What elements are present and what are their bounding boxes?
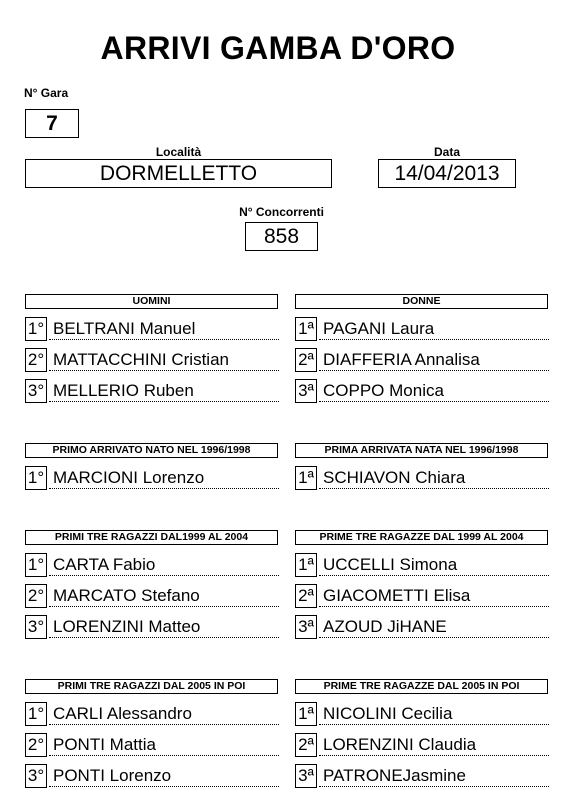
section-header: PRIME TRE RAGAZZE DAL 2005 IN POI [295, 679, 548, 694]
athlete-name: CARLI Alessandro [53, 704, 192, 723]
position-box: 2ª [295, 348, 317, 372]
position-box: 1ª [295, 702, 317, 726]
athlete-name: MELLERIO Ruben [53, 381, 194, 400]
position-box: 3° [25, 615, 47, 639]
localita-label: Località [155, 145, 202, 159]
position-box: 1ª [295, 317, 317, 341]
position-box: 2° [25, 733, 47, 757]
position-box: 1ª [295, 553, 317, 577]
athlete-name: CARTA Fabio [53, 555, 156, 574]
position-box: 2° [25, 584, 47, 608]
localita-value: DORMELLETTO [25, 159, 332, 188]
concorrenti-value: 858 [245, 222, 318, 251]
result-row [25, 615, 279, 641]
position-box: 3ª [295, 379, 317, 403]
position-box: 1° [25, 702, 47, 726]
position-box: 2ª [295, 584, 317, 608]
athlete-name: PATRONEJasmine [323, 766, 466, 785]
position-box: 2° [25, 348, 47, 372]
athlete-name: SCHIAVON Chiara [323, 468, 466, 487]
athlete-name: COPPO Monica [323, 381, 444, 400]
result-row [295, 615, 549, 641]
result-row [295, 764, 549, 790]
result-row [295, 466, 549, 492]
result-row [295, 317, 549, 343]
result-row [25, 466, 279, 492]
result-row [25, 733, 279, 759]
section-header: UOMINI [25, 294, 278, 309]
section-header: PRIME TRE RAGAZZE DAL 1999 AL 2004 [295, 530, 548, 545]
position-box: 3° [25, 379, 47, 403]
result-row [25, 584, 279, 610]
result-row [25, 379, 279, 405]
position-box: 3° [25, 764, 47, 788]
result-row [295, 348, 549, 374]
result-row [295, 702, 549, 728]
athlete-name: LORENZINI Claudia [323, 735, 477, 754]
athlete-name: DIAFFERIA Annalisa [323, 350, 480, 369]
athlete-name: LORENZINI Matteo [53, 617, 201, 636]
athlete-name: AZOUD JiHANE [323, 617, 447, 636]
athlete-name: MATTACCHINI Cristian [53, 350, 229, 369]
gara-number: 7 [25, 109, 79, 138]
position-box: 3ª [295, 615, 317, 639]
result-row [25, 764, 279, 790]
position-box: 2ª [295, 733, 317, 757]
page-title: ARRIVI GAMBA D'ORO [100, 30, 456, 66]
athlete-name: UCCELLI Simona [323, 555, 458, 574]
athlete-name: GIACOMETTI Elisa [323, 586, 471, 605]
position-box: 1° [25, 317, 47, 341]
concorrenti-label: N° Concorrenti [239, 205, 324, 219]
athlete-name: PAGANI Laura [323, 319, 435, 338]
section-header: PRIMI TRE RAGAZZI DAL 2005 IN POI [25, 679, 278, 694]
result-row [25, 702, 279, 728]
section-header: PRIMA ARRIVATA NATA NEL 1996/1998 [295, 443, 548, 458]
gara-label: N° Gara [24, 86, 69, 100]
athlete-name: PONTI Mattia [53, 735, 156, 754]
result-row [295, 379, 549, 405]
section-header: PRIMI TRE RAGAZZI DAL1999 AL 2004 [25, 530, 278, 545]
athlete-name: NICOLINI Cecilia [323, 704, 453, 723]
data-label: Data [433, 145, 460, 159]
section-header: PRIMO ARRIVATO NATO NEL 1996/1998 [25, 443, 278, 458]
position-box: 1° [25, 553, 47, 577]
result-row [295, 584, 549, 610]
athlete-name: BELTRANI Manuel [53, 319, 196, 338]
result-row [25, 317, 279, 343]
result-row [25, 553, 279, 579]
position-box: 1° [25, 466, 47, 490]
athlete-name: PONTI Lorenzo [53, 766, 172, 785]
result-row [25, 348, 279, 374]
athlete-name: MARCATO Stefano [53, 586, 200, 605]
athlete-name: MARCIONI Lorenzo [53, 468, 205, 487]
position-box: 1ª [295, 466, 317, 490]
position-box: 3ª [295, 764, 317, 788]
section-header: DONNE [295, 294, 548, 309]
result-row [295, 733, 549, 759]
data-value: 14/04/2013 [378, 159, 516, 188]
result-row [295, 553, 549, 579]
